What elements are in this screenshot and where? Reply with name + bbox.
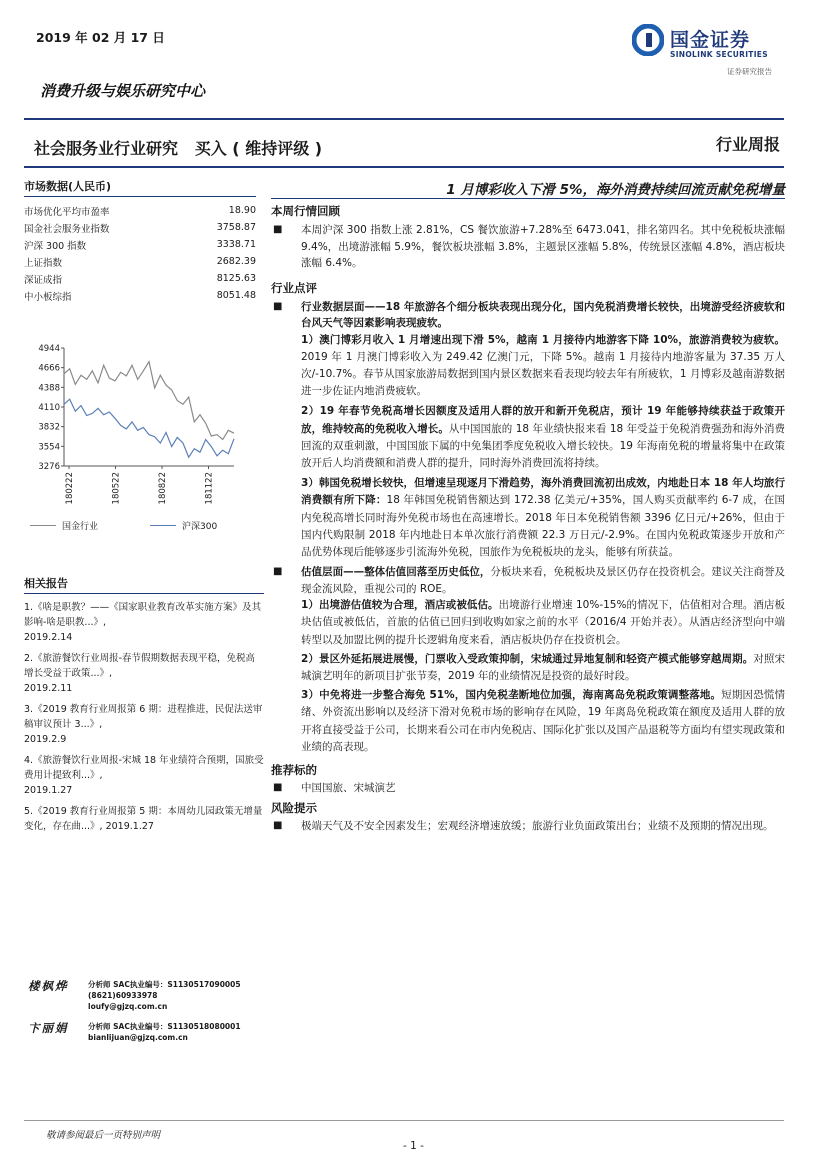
analyst-contact	[88, 979, 241, 1012]
headline-divider	[271, 198, 785, 199]
research-center-name: 消费升级与娱乐研究中心	[40, 82, 206, 100]
valuation-point-3	[271, 687, 785, 756]
header-divider	[24, 118, 784, 120]
recommend-text	[271, 780, 785, 797]
valuation-bold: 估值层面——整体估值回落至历史低位，	[301, 566, 491, 579]
index-line-chart	[24, 340, 256, 515]
valuation-2-text: 对照宋城演艺明年的新项目扩张节奏，2019 年的业绩情况是投资的最好时段。	[301, 652, 785, 682]
analyst-cert: 分析师 SAC执业编号：S1130517090005	[88, 980, 241, 989]
title-row	[24, 128, 784, 164]
market-label: 沪深 300 指数	[24, 240, 87, 252]
related-report-text: 1.《啥是职教？——《国家职业教育改革实施方案》及其影响-啥是职教...》,	[24, 602, 262, 628]
analyst-phone: (8621)60933978	[88, 991, 158, 1000]
comment-lead	[271, 299, 785, 332]
main-body	[271, 203, 785, 835]
related-report-item[interactable]	[24, 753, 264, 798]
x-tick-label: 181122	[204, 472, 215, 505]
risk-content: 极端天气及不安全因素发生；宏观经济增速放缓；旅游行业负面政策出台；业绩不及预期的情况出现。	[301, 820, 774, 833]
recommend-title: 推荐标的	[271, 762, 317, 777]
industry-comment-title: 行业点评	[271, 280, 317, 295]
related-report-item[interactable]	[24, 651, 264, 696]
y-tick-label: 3276	[38, 462, 60, 472]
related-reports	[24, 575, 264, 834]
market-label: 国金社会服务业指数	[24, 223, 110, 235]
chart-legend	[30, 519, 256, 532]
analyst-entry	[24, 978, 264, 1020]
series-line-industry	[64, 362, 234, 440]
market-row	[24, 219, 256, 236]
rating-text: 买入 ( 维持评级 )	[194, 139, 323, 158]
weekly-review-text	[271, 222, 785, 272]
analyst-entry	[24, 1020, 264, 1062]
market-label: 中小板综指	[24, 291, 72, 303]
comment-point-3	[271, 475, 785, 561]
point-2-bold: 19 年春节免税高增长因额度及适用人群的放开和新开免税店，预计 19 年能够持续获益于政策开放，维持较高的免税收入增长。	[301, 405, 785, 435]
market-value: 8125.63	[216, 273, 256, 284]
related-report-item[interactable]	[24, 600, 264, 645]
related-report-text: 3.《2019 教育行业周报第 6 期：进程推进，民促法送审稿审议预计 3...》,	[24, 704, 263, 730]
market-value: 8051.48	[216, 290, 256, 301]
bullet-icon: ■	[273, 224, 283, 235]
legend-label-industry: 国金行业	[62, 522, 99, 532]
y-tick-label: 4388	[38, 383, 60, 394]
point-number: 3）	[301, 477, 319, 490]
industry-title	[34, 136, 322, 159]
point-3-text: 18 年韩国免税销售额达到 172.38 亿美元/+35%，国人购买贡献率约 6-7 成，在国内免税高增长同时海外免税市场也在高速增长。2018 年日本免税销售额 3396 亿日元/+26%，但由于国内代购限制 2018 年内地赴日本单次旅行消费额 22.3 万日元/-2.9%。在国内免税政策逐步开放和产品优势体现后能够逐步引流海外免税，国旅作为免税板块的龙头，能够有所获益。	[301, 494, 785, 558]
valuation-point-1	[271, 597, 785, 649]
market-label: 深证成指	[24, 274, 63, 286]
market-row	[24, 287, 256, 304]
related-report-item[interactable]	[24, 804, 264, 834]
valuation-text: 分板块来看，免税板块及景区仍存在投资机会。建议关注商誉及现金流风险，重视公司的 ROE。	[301, 566, 786, 595]
comment-lead-text: 行业数据层面——18 年旅游各个细分板块表现出现分化，国内免税消费增长较快，出境游受经济疲软和台风天气等因素影响表现疲软。	[301, 300, 785, 329]
legend-swatch-industry	[30, 525, 56, 526]
x-tick-label: 180522	[111, 472, 122, 505]
point-1-bold: 澳门博彩月收入 1 月增速出现下滑 5%，越南 1 月接待内地游客下降 10%，旅游消费较为疲软。	[319, 333, 785, 346]
valuation-3-bold: 3）中免将进一步整合海免 51%，国内免税垄断地位加强，海南离岛免税政策调整落地。	[301, 689, 722, 702]
page-number: - 1 -	[403, 1140, 424, 1152]
market-row	[24, 236, 256, 253]
related-report-date: 2019.2.14	[24, 632, 73, 643]
market-label: 市场优化平均市盈率	[24, 206, 110, 218]
legend-label-hs300: 沪深300	[182, 522, 218, 532]
comment-point-1	[271, 332, 785, 401]
brand-logo	[632, 22, 792, 82]
market-row	[24, 202, 256, 219]
market-value: 2682.39	[216, 256, 256, 267]
market-data-panel	[24, 178, 256, 304]
point-3-bold: 韩国免税增长较快，但增速呈现逐月下滑趋势，海外消费回流初出成效，内地赴日本 18 年人均旅行消费额有所下降：	[301, 477, 785, 507]
point-number: 2）	[301, 405, 320, 418]
legend-swatch-hs300	[150, 525, 176, 526]
analyst-email[interactable]: loufy@gjzq.com.cn	[88, 1002, 168, 1011]
related-reports-title: 相关报告	[24, 575, 264, 594]
industry-title-text: 社会服务业行业研究	[34, 139, 179, 158]
analyst-block	[24, 978, 264, 1062]
bullet-icon: ■	[273, 781, 283, 793]
report-type: 行业周报	[715, 135, 780, 154]
related-report-date: 2019.1.27	[24, 785, 73, 796]
y-tick-label: 4666	[38, 363, 60, 374]
valuation-1-text: 出境游行业增速 10%-15%的情况下，估值相对合理。酒店板块估值或被低估，首旅的估值已回归到收购如家之前的水平（2016/4 开始并表）。从酒店经济型向中端转型以及加盟比例的提升长逻辑角度来看，酒店板块仍存在投资机会。	[301, 599, 785, 646]
market-row	[24, 253, 256, 270]
bullet-icon: ■	[273, 300, 283, 312]
logo-text-cn: 国金证券	[670, 29, 751, 51]
point-2-text: 从中国国旅的 18 年业绩快报来看 18 年受益于免税消费强劲和海外消费回流的双重刺激，中国国旅下属的中免集团季度免税收入增长较快。19 年海南免税的增量将集中在政策放开后人均消费额和消费人群的提升，同时海外消费回流将持续。	[301, 422, 786, 469]
valuation-lead	[271, 564, 785, 597]
x-tick-label: 180222	[65, 472, 75, 505]
bullet-icon: ■	[273, 820, 283, 832]
y-tick-label: 4110	[38, 403, 60, 413]
comment-point-2	[271, 403, 785, 472]
risk-title: 风险提示	[271, 801, 317, 816]
point-number: 1）	[301, 333, 320, 346]
related-report-date: 2019.2.11	[24, 683, 73, 694]
analyst-contact	[88, 1021, 241, 1043]
logo-subtitle: 证券研究报告	[727, 67, 772, 76]
risk-text	[271, 818, 785, 835]
report-headline: 1 月博彩收入下滑 5%，海外消费持续回流贡献免税增量	[446, 182, 785, 198]
related-report-item[interactable]	[24, 702, 264, 747]
market-data-title: 市场数据(人民币)	[24, 178, 256, 197]
x-tick-label: 180822	[158, 472, 168, 505]
weekly-text: 本周沪深 300 指数上涨 2.81%，CS 餐饮旅游+7.28%至 6473.041，排名第四名。其中免税板块涨幅 9.4%，出境游涨幅 5.9%，餐饮板块涨幅 3.8%，主题景区涨幅 5.8%，传统景区涨幅 4.8%，酒店板块涨幅 6.4%。	[301, 224, 785, 269]
footer-divider	[24, 1120, 784, 1121]
analyst-email[interactable]: bianlijuan@gjzq.com.cn	[88, 1033, 188, 1042]
y-tick-label: 3832	[38, 422, 60, 433]
logo-mark-icon	[632, 24, 664, 56]
valuation-2-bold: 2）景区外延拓展进展慢，门票收入受政策抑制，宋城通过异地复制和轻资产模式能够穿越周期。	[301, 652, 754, 665]
market-row	[24, 270, 256, 287]
market-label: 上证指数	[24, 257, 63, 269]
title-divider	[24, 166, 784, 168]
analyst-cert: 分析师 SAC执业编号：S1130518080001	[88, 1022, 241, 1031]
related-report-text: 2.《旅游餐饮行业周报-春节假期数据表现平稳，免税高增长受益于政策...》,	[24, 653, 255, 679]
y-tick-label: 4944	[38, 344, 60, 354]
logo-text-en: SINOLINK SECURITIES	[670, 50, 768, 59]
point-1-text: 2019 年 1 月澳门博彩收入为 249.42 亿澳门元，下降 5%。越南 1 月接待内地游客量为 37.35 万人次/-10.7%。春节从国家旅游局数据到国内景区数据来看表现均较去年有所疲软，1 月博彩及越南游数据进一步佐证内地消费疲软。	[301, 350, 785, 398]
report-date: 2019 年 02 月 17 日	[36, 30, 165, 45]
market-value: 3338.71	[216, 239, 256, 250]
valuation-point-2	[271, 651, 785, 685]
weekly-review-title: 本周行情回顾	[271, 204, 340, 218]
y-tick-label: 3554	[38, 442, 60, 453]
analyst-name: 楼枫烨	[28, 979, 69, 993]
valuation-1-bold: 1）出境游估值较为合理，酒店或被低估。	[301, 599, 499, 612]
related-report-text: 5.《2019 教育行业周报第 5 期：本周幼儿园政策无增量变化，存在曲...》, 2019.1.27	[24, 806, 263, 832]
related-report-date: 2019.2.9	[24, 734, 67, 745]
recommend-stocks: 中国国旅、宋城演艺	[301, 781, 396, 794]
valuation-3-text: 短期因恐慌情绪、外资流出影响以及经济下滑对免税市场的影响存在风险，19 年离岛免税政策在额度及适用人群的放开将直接受益于公司，长期来看公司在市内免税店、国际化扩张以及国产品退税等方面均有望实现政策和业绩的高表现。	[301, 689, 786, 753]
disclaimer-note: 敬请参阅最后一页特别声明	[46, 1130, 161, 1141]
index-chart	[24, 340, 256, 540]
related-report-text: 4.《旅游餐饮行业周报-宋城 18 年业绩符合预期，国旅受费用计提致利...》,	[24, 755, 264, 781]
market-value: 3758.87	[216, 222, 256, 233]
bullet-icon: ■	[273, 566, 283, 578]
market-value: 18.90	[228, 205, 256, 216]
analyst-name: 卞丽娟	[28, 1021, 69, 1035]
